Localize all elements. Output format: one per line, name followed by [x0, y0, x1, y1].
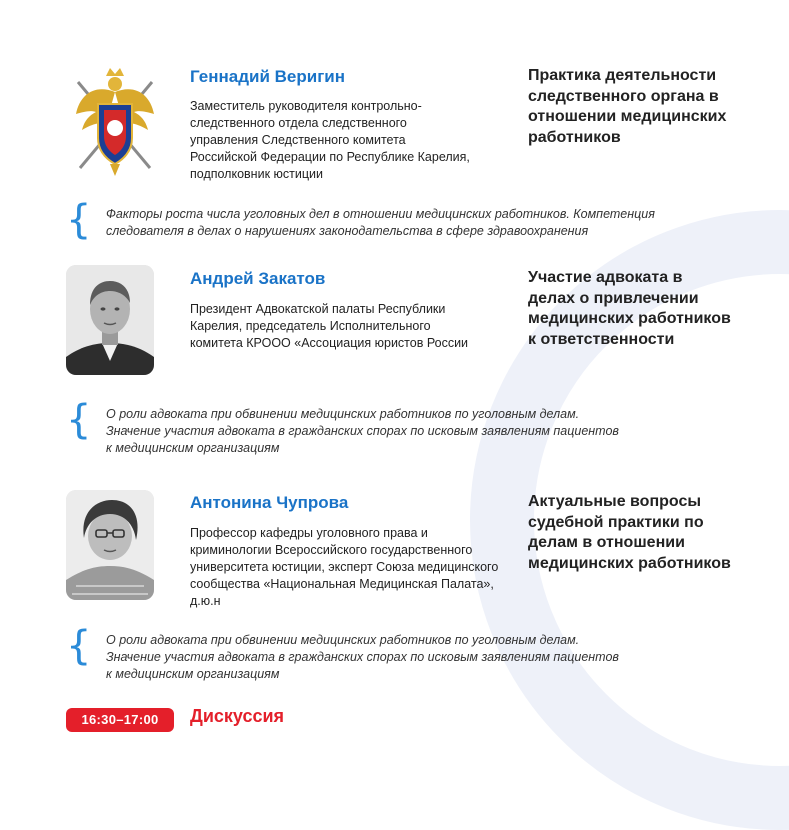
curly-brace-icon: {	[66, 397, 92, 443]
speaker-name: Антонина Чупрова	[190, 493, 349, 512]
quote-text: О роли адвоката при обвинении медицинских работников по уголовным делам. Значение участия адвоката в гражданских спорах по исковым заявлениям пациентов к медицинским организациям	[106, 633, 619, 681]
speaker-topic: Участие адвоката в делах о привлечении медицинских работников к ответственности	[528, 269, 731, 348]
woman-portrait-icon	[66, 490, 154, 600]
session-time-badge: 16:30–17:00	[66, 708, 174, 732]
speaker-topic: Практика деятельности следственного органа в отношении медицинских работников	[528, 67, 727, 146]
speaker-photo	[66, 265, 154, 375]
curly-brace-icon: {	[66, 623, 92, 669]
quote-text: О роли адвоката при обвинении медицинских работников по уголовным делам. Значение участия адвоката в гражданских спорах по исковым заявлениям пациентов к медицинским организациям	[106, 407, 619, 455]
speaker-bio: Президент Адвокатской палаты Республики Карелия, председатель Исполнительного комитета КРООО «Ассоциация юристов России	[190, 302, 469, 350]
man-portrait-icon	[66, 265, 154, 375]
curly-brace-icon: {	[66, 197, 92, 243]
session-title: Дискуссия	[190, 706, 285, 726]
speaker-bio: Заместитель руководителя контрольно-следственного отдела следственного управления Следственного комитета Российской Федерации по Республике Карелия, подполковник юстиции	[190, 99, 470, 181]
speaker-photo	[66, 490, 154, 600]
speaker-topic: Актуальные вопросы судебной практики по делам в отношении медицинских работников	[528, 493, 731, 572]
investigative-committee-emblem-icon	[70, 64, 160, 180]
speaker-name: Андрей Закатов	[190, 269, 326, 288]
speaker-bio: Профессор кафедры уголовного права и криминологии Всероссийского государственного университета юстиции, эксперт Союза медицинского сообщества «Национальная Медицинская Палата», д.ю.н	[190, 526, 499, 608]
speaker-name: Геннадий Веригин	[190, 67, 346, 86]
quote-text: Факторы роста числа уголовных дел в отношении медицинских работников. Компетенция следователя в делах о нарушениях законодательства в сфере здравоохранения	[106, 207, 655, 238]
